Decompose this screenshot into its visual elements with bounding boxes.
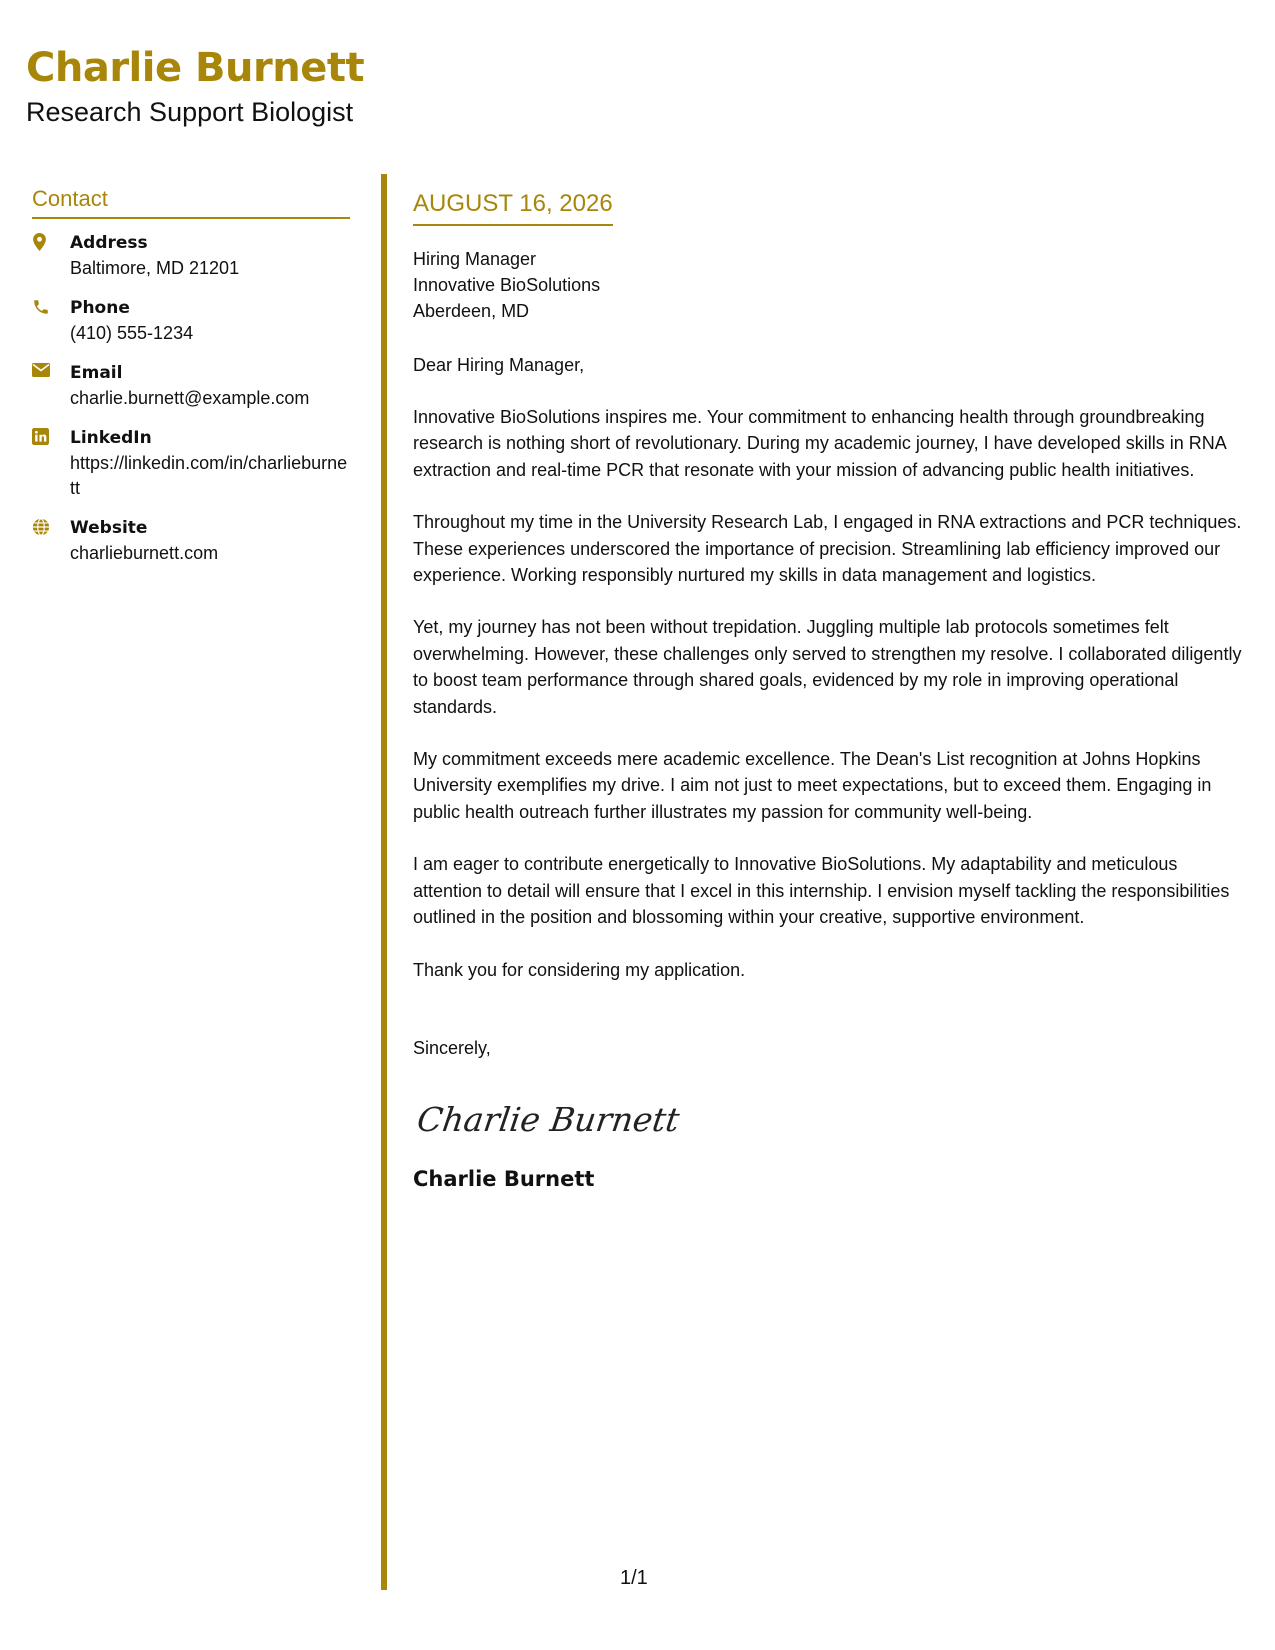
- body-paragraph: Yet, my journey has not been without trepidation. Juggling multiple lab protocols sometimes felt overwhelming. However, these challenges only served to strengthen my resolve. I collaborated diligently to boost team performance through shared goals, evidenced by my role in improving operational standards.: [413, 617, 1242, 717]
- phone-icon: [32, 296, 70, 316]
- signer-name: Charlie Burnett: [413, 1166, 595, 1191]
- globe-icon: [32, 516, 70, 536]
- contact-sidebar: [32, 186, 350, 581]
- signature: [414, 1095, 682, 1143]
- recipient-company: Innovative BioSolutions: [413, 275, 601, 295]
- address-label: Address: [70, 233, 148, 253]
- body-paragraph: My commitment exceeds mere academic excellence. The Dean's List recognition at Johns Hopkins University exemplifies my drive. I aim not just to meet expectations, but to exceed them. Engaging in public health outreach further illustrates my passion for community well-being.: [413, 749, 1212, 822]
- closing: Sincerely,: [413, 1037, 491, 1058]
- applicant-name: Charlie Burnett: [26, 45, 365, 91]
- linkedin-icon: [32, 426, 70, 445]
- recipient-block: [413, 246, 1243, 324]
- contact-item-linkedin: [32, 426, 350, 501]
- page-number: 1/1: [620, 1567, 648, 1589]
- map-pin-icon: [32, 231, 70, 251]
- contact-item-website: [32, 516, 350, 566]
- body-paragraph: Innovative BioSolutions inspires me. Your commitment to enhancing health through groundbreaking research is nothing short of revolutionary. During my academic journey, I have developed skills in RNA extraction and real-time PCR that resonate with your mission of advancing public health initiatives.: [413, 407, 1226, 480]
- vertical-divider: [381, 174, 387, 1590]
- email-value[interactable]: charlie.burnett@example.com: [70, 388, 310, 408]
- recipient-location: Aberdeen, MD: [413, 301, 530, 321]
- body-paragraph: I am eager to contribute energetically to Innovative BioSolutions. My adaptability and meticulous attention to detail will ensure that I excel in this internship. I envision myself tackling the responsibilities outlined in the position and blossoming within your creative, supportive environment.: [413, 854, 1230, 928]
- phone-label: Phone: [70, 298, 130, 318]
- letter-date: AUGUST 16, 2026: [413, 190, 613, 226]
- job-title: Research Support Biologist: [26, 97, 354, 127]
- signature-text: Charlie Burnett: [414, 1100, 682, 1139]
- email-label: Email: [70, 363, 123, 383]
- thank-you-line: Thank you for considering my application.: [413, 959, 746, 980]
- contact-item-email: [32, 361, 350, 411]
- contact-item-address: [32, 231, 350, 281]
- linkedin-label: LinkedIn: [70, 428, 152, 448]
- envelope-icon: [32, 361, 70, 377]
- linkedin-value[interactable]: https://linkedin.com/in/charlieburnett: [70, 453, 348, 498]
- letter-body: [413, 190, 1243, 1191]
- recipient-title: Hiring Manager: [413, 249, 537, 269]
- website-value[interactable]: charlieburnett.com: [70, 543, 219, 563]
- body-paragraph: Throughout my time in the University Research Lab, I engaged in RNA extractions and PCR techniques. These experiences underscored the importance of precision. Streamlining lab efficiency improved our experience. Working responsibly nurtured my skills in data management and logistics.: [413, 512, 1242, 586]
- contact-heading: Contact: [32, 186, 350, 219]
- address-value: Baltimore, MD 21201: [70, 258, 240, 278]
- salutation: Dear Hiring Manager,: [413, 355, 585, 375]
- website-label: Website: [70, 518, 148, 538]
- contact-item-phone: [32, 296, 350, 346]
- phone-value: (410) 555-1234: [70, 323, 194, 343]
